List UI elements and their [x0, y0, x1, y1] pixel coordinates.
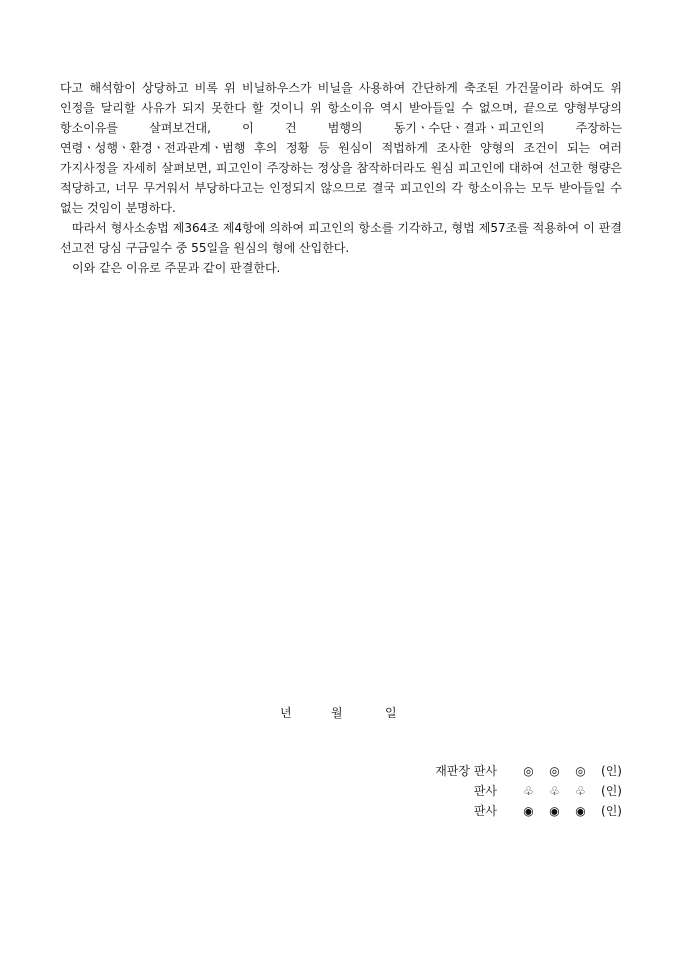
clover-icon: ♧ — [523, 784, 534, 798]
judgment-body — [60, 78, 622, 278]
signature-title: 판사 — [473, 784, 498, 798]
signature-title: 판사 — [473, 804, 498, 818]
double-circle-icon: ◎ — [549, 764, 560, 778]
fisheye-icon: ◉ — [523, 804, 534, 818]
date-month: 월 — [331, 706, 343, 720]
fisheye-icon: ◉ — [549, 804, 560, 818]
fisheye-icon: ◉ — [575, 804, 586, 818]
signature-row-presiding-judge — [435, 761, 622, 781]
signature-block — [435, 761, 622, 821]
seal-label: (인) — [601, 764, 622, 778]
date-day: 일 — [385, 706, 397, 720]
date-year: 년 — [280, 706, 292, 720]
conclusion-paragraph: 이와 같은 이유로 주문과 같이 판결한다. — [72, 261, 281, 275]
clover-icon: ♧ — [575, 784, 586, 798]
double-circle-icon: ◎ — [575, 764, 586, 778]
seal-label: (인) — [601, 804, 622, 818]
double-circle-icon: ◎ — [523, 764, 534, 778]
clover-icon: ♧ — [549, 784, 560, 798]
signature-row-judge-2 — [435, 801, 622, 821]
seal-label: (인) — [601, 784, 622, 798]
disposition-paragraph: 따라서 형사소송법 제364조 제4항에 의하여 피고인의 항소를 기각하고, 형법 제57조를 적용하여 이 판결 선고전 당심 구금일수 중 55일을 원심의 형에 산입한다. — [60, 221, 622, 255]
signature-title: 재판장 판사 — [435, 764, 498, 778]
signature-row-judge-1 — [435, 781, 622, 801]
reasoning-paragraph: 다고 해석함이 상당하고 비록 위 비닐하우스가 비닐을 사용하여 간단하게 축조된 가건물이라 하여도 위 인정을 달리할 사유가 되지 못한다 할 것이니 위 항소이유 역시 받아들일 수 없으며, 끝으로 양형부당의 항소이유를 살펴보건대, 이 건 범행의 동기ㆍ수단ㆍ결과ㆍ피고인의 주장하는 연령ㆍ성행ㆍ환경ㆍ전과관계ㆍ범행 후의 정황 등 원심이 적법하게 조사한 양형의 조건이 되는 여러 가지사정을 자세히 살펴보면, 피고인이 주장하는 정상을 참작하더라도 원심 피고인에 대하여 선고한 형량은 적당하고, 너무 무거워서 부당하다고는 인정되지 않으므로 결국 피고인의 각 항소이유는 모두 받아들일 수 없는 것임이 분명하다. — [60, 81, 622, 215]
